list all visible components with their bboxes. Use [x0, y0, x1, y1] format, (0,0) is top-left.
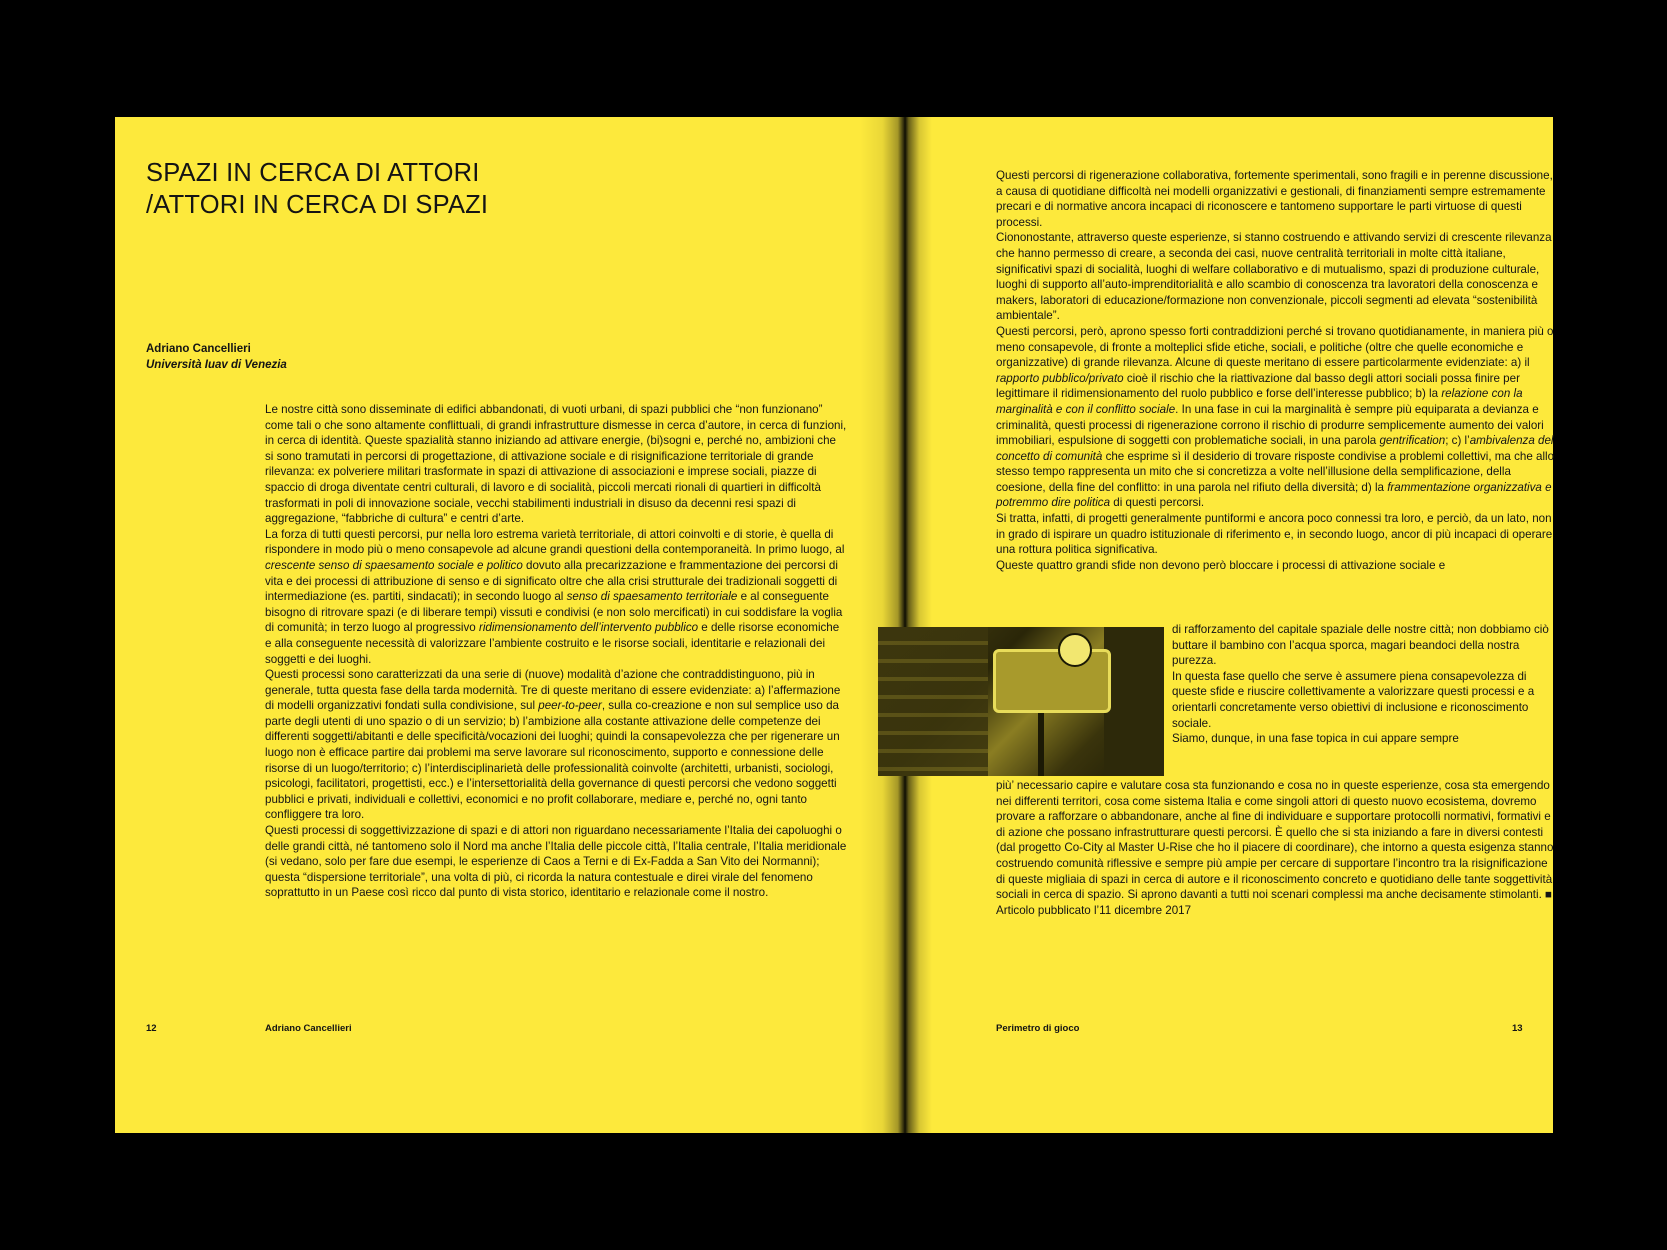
title-line-2: /ATTORI IN CERCA DI SPAZI — [146, 191, 489, 219]
author-block — [146, 341, 287, 373]
paragraph: Questi percorsi di rigenerazione collaborativa, fortemente sperimentali, sono fragili e in perenne discussione, a causa di quotidiane difficoltà nei modelli organizzativi e gestionali, di finanziamenti sempre estremamente precari e di normative ancora incapaci di riconoscere e tantomeno supportare le parti virtuose di questi processi. — [996, 169, 1553, 229]
paragraph: Siamo, dunque, in una fase topica in cui appare sempre — [1172, 732, 1459, 746]
paragraph: Queste quattro grandi sfide non devono però bloccare i processi di attivazione sociale e — [996, 558, 1446, 572]
page-number-left: 12 — [146, 1023, 157, 1034]
street-sign-photo — [878, 627, 1164, 776]
paragraph: In questa fase quello che serve è assumere piena consapevolezza di queste sfide e riuscire collettivamente a valorizzare questi processi e a orientarli concretamente verso obiettivi di inclusione e riconoscimento sociale. — [1172, 669, 1535, 730]
right-body-text-continued — [996, 778, 1556, 918]
running-footer-right: Perimetro di gioco — [996, 1023, 1080, 1034]
paragraph: La forza di tutti questi percorsi, pur nella loro estrema varietà territoriale, di attori coinvolti e di storie, è quella di rispondere in modo più o meno consapevole ad alcune grandi questioni della contemporaneità. In primo luogo, al crescente senso di spaesamento sociale e politico dovuto alla precarizzazione e frammentazione dei percorsi di vita e dei processi di attribuzione di senso e di significato oltre che alla crisi strutturale dei tradizionali soggetti di intermediazione (es. partiti, sindacati); in secondo luogo al senso di spaesamento territoriale e al conseguente bisogno di ritrovare spazi (e di liberare tempi) vissuti e condivisi (e non solo mercificati) in cui soddisfare la voglia di comunità; in terzo luogo al progressivo ridimensionamento dell’intervento pubblico e delle risorse economiche e alla conseguente necessità di valorizzare l’ambiente costruito e le risorse sociali, identitarie e relazionali dei soggetti e dei luoghi. — [265, 527, 845, 666]
photo-tree — [1104, 627, 1164, 776]
right-wrapped-text — [1172, 622, 1562, 747]
photo-sign — [993, 649, 1111, 713]
right-body-text — [996, 168, 1556, 573]
photo-sticker-face — [1058, 633, 1092, 667]
paragraph: Questi processi sono caratterizzati da una serie di (nuove) modalità d’azione che contraddistinguono, più in generale, tutta questa fase della tarda modernità. Tre di queste meritano di essere evidenziate: a) l’affermazione di modelli organizzativi fondati sulla condivisione, sul peer-to-peer, sulla co-creazione e non sul semplice uso da parte degli utenti di uno spazio o di un servizio; b) l’ambizione alla costante attivazione delle competenze dei differenti soggetti/abitanti e delle specificità/vocazioni dei luoghi; quindi la consapevolezza che per rigenerare un luogo non è efficace partire dai problemi ma serve lavorare sul riconoscimento, supporto e connessione delle risorse di un luogo/territorio; c) l’interdisciplinarietà delle professionalità coinvolte (architetti, urbanisti, sociologi, psicologi, facilitatori, progettisti, ecc.) e l’intersettorialità della governance di questi percorsi che vedono soggetti pubblici e privati, individuali e collettivi, economici e no profit collaborare, mediare e, perché no, ogni tanto confliggere tra loro. — [265, 668, 841, 822]
article-title — [146, 157, 488, 221]
paragraph: Si tratta, infatti, di progetti generalmente puntiformi e ancora poco connessi tra loro, e perciò, da un lato, non in grado di ispirare un quadro istituzionale di riferimento e, in secondo luogo, ancor di più incapaci di operare una rottura politica significativa. — [996, 512, 1553, 557]
photo-building — [878, 627, 988, 776]
paragraph: Le nostre città sono disseminate di edifici abbandonati, di vuoti urbani, di spazi pubblici che “non funzionano” come tali o che sono altamente conflittuali, di grandi infrastrutture dismesse in cerca d’autore, in cerca di funzioni, in cerca di identità. Queste spazialità stanno iniziando ad attivare energie, (bi)sogni e, perché no, ambizioni che si sono tramutati in percorsi di progettazione, di attivazione sociale e di risignificazione territoriale di grande rilevanza: ex polveriere militari trasformate in spazi di attivazione di associazioni e imprese sociali, piazze di spaccio di droga diventate centri culturali, di lavoro e di socialità, piccoli mercati rionali di quartieri in difficoltà trasformati in poli di innovazione sociale, vecchi stabilimenti industriali in disuso da decenni resi spazi di aggregazione, “fabbriche di cultura” e centri d’arte. — [265, 403, 847, 526]
paragraph: più’ necessario capire e valutare cosa sta funzionando e cosa no in queste esperienze, cosa sta emergendo nei differenti territori, cosa come sistema Italia e come singoli attori di questo nuovo ecosistema, dovremo provare a rafforzare o abbandonare, anche al fine di individuare e supportare protocolli normativi, formativi e di azione che possano infrastrutturare questi percorsi. È quello che si sta iniziando a fare in diversi contesti (dal progetto Co-City al Master U-Rise che ho il piacere di coordinare), che intorno a questa esigenza stanno costruendo comunità riflessive e sempre più ampie per cercare di supportare l’incontro tra la risignificazione di queste migliaia di spazi in cerca di autore e il riconoscimento concreto e quotidiano delle tante soggettività sociali in cerca di spazio. Si aprono davanti a tutti noi scenari complessi ma anche decisamente stimolanti. ■ Articolo pubblicato l’11 dicembre 2017 — [996, 779, 1554, 917]
paragraph: Ciononostante, attraverso queste esperienze, si stanno costruendo e attivando servizi di crescente rilevanza che hanno permesso di creare, a seconda dei casi, nuove centralità territoriali in molte città italiane, significativi spazi di socialità, luoghi di welfare collaborativo e di mutualismo, spazi di produzione culturale, luoghi di supporto all’auto-imprenditorialità e allo scambio di conoscenza tra lavoratori della conoscenza e makers, laboratori di educazione/formazione non convenzionale, piccoli segmenti ad elevata “sostenibilità ambientale”. — [996, 231, 1552, 323]
paragraph: di rafforzamento del capitale spaziale delle nostre città; non dobbiamo ciò buttare il bambino con l’acqua sporca, magari beandoci della nostra purezza. — [1172, 623, 1549, 668]
left-body-text — [265, 402, 847, 901]
title-line-1: SPAZI IN CERCA DI ATTORI — [146, 159, 480, 187]
page-number-right: 13 — [1512, 1023, 1523, 1034]
paragraph: Questi percorsi, però, aprono spesso forti contraddizioni perché si trovano quotidianamente, in maniera più o meno consapevole, di fronte a molteplici sfide etiche, sociali, e politiche (oltre che quelle economiche e organizzative) di grande rilevanza. Alcune di queste meritano di essere particolarmente evidenziate: a) il rapporto pubblico/privato cioè il rischio che la riattivazione dal basso degli attori sociali possa finire per legittimare il ridimensionamento del ruolo pubblico e forse dell’interesse pubblico; b) la relazione con la marginalità e con il conflitto sociale. In una fase in cui la marginalità è sempre più equiparata a devianza e criminalità, questi processi di rigenerazione corrono il rischio di produrre semplicemente aumento dei valori immobiliari, espulsione di soggetti con problematiche sociali, in una parola gentrification; c) l’ambivalenza del concetto di comunità che esprime sì il desiderio di trovare risposte condivise a problemi collettivi, ma che allo stesso tempo rappresenta un mito che si concretizza a volte nell’illusione della semplificazione, della coesione, della fine del conflitto: in una parola nel rifiuto della diversità; d) la frammentazione organizzativa e potremmo dire politica di questi percorsi. — [996, 324, 1555, 510]
spine-shadow — [860, 117, 950, 1133]
magazine-spread — [115, 117, 1553, 1133]
running-footer-left: Adriano Cancellieri — [265, 1023, 352, 1034]
author-name: Adriano Cancellieri — [146, 343, 251, 355]
author-affiliation: Università Iuav di Venezia — [146, 359, 287, 371]
paragraph: Questi processi di soggettivizzazione di spazi e di attori non riguardano necessariamente l’Italia dei capoluoghi o delle grandi città, né tantomeno solo il Nord ma anche l’Italia delle piccole città, l’Italia centrale, l’Italia meridionale (si vedano, solo per fare due esempi, le esperienze di Caos a Terni e di Ex-Fadda a San Vito dei Normanni); questa “dispersione territoriale”, una volta di più, ci ricorda la natura contestuale e direi virale del fenomeno soprattutto in un Paese così ricco dal punto di vista storico, identitario e relazionale come il nostro. — [265, 824, 847, 900]
